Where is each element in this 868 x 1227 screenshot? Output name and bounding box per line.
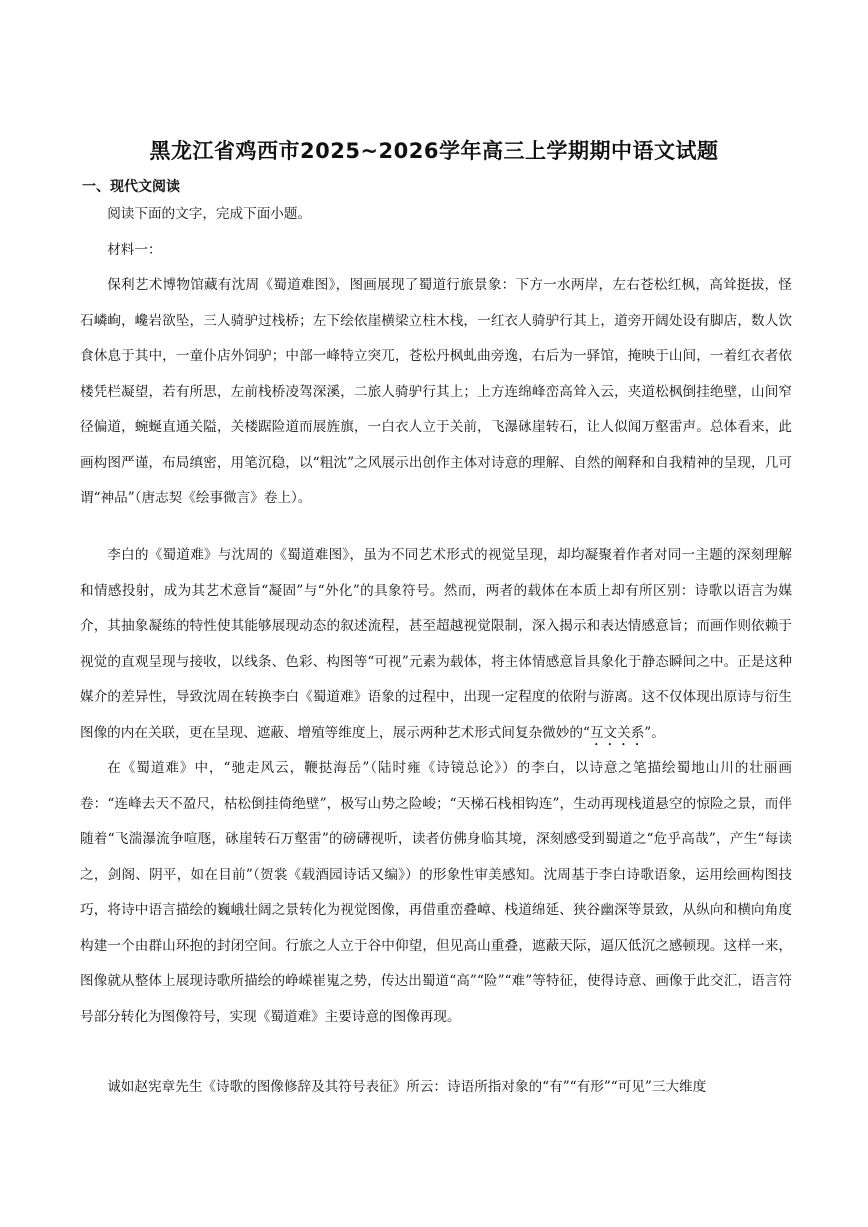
paragraph-2-text-after: ”。 xyxy=(644,724,665,741)
paragraph-2 xyxy=(80,538,792,751)
section-heading: 一、现代文阅读 xyxy=(82,179,180,195)
exam-title: 黑龙江省鸡西市2025~2026学年高三上学期期中语文试题 xyxy=(149,139,719,163)
paragraph-1: 保利艺术博物馆藏有沈周《蜀道难图》，图画展现了蜀道行旅景象：下方一水两岸，左右苍松红枫，高耸挺拔，怪石嶙峋，巉岩欲坠，三人骑驴过栈桥；左下绘依崖横梁立柱木栈，一红衣人骑驴行其上，道旁开阔处设有脚店，数人饮食休息于其中，一童仆店外饲驴；中部一峰特立突兀，苍松丹枫虬曲旁逸，右后为一驿馆，掩映于山间，一着红衣者依楼凭栏凝望，若有所思，左前栈桥凌驾深溪，二旅人骑驴行其上；上方连绵峰峦高耸入云，夹道松枫倒挂绝壁，山间窄径偏道，蜿蜒直通关隘，关楼踞险道而展旌旗，一白衣人立于关前，飞瀑砯崖转石，让人似闻万壑雷声。总体看来，此画构图严谨，布局缜密，用笔沉稳，以“粗沈”之风展示出创作主体对诗意的理解、自然的阐释和自我精神的呈现，几可谓“神品”（唐志契《绘事微言》卷上）。 xyxy=(80,277,792,506)
emphasized-term: 互文关系 xyxy=(589,724,645,741)
material-label: 材料一： xyxy=(107,242,162,258)
paragraph-2-text-before: 李白的《蜀道难》与沈周的《蜀道难图》，虽为不同艺术形式的视觉呈现，却均凝聚着作者对同一主题的深刻理解和情感投射，成为其艺术意旨“凝固”与“外化”的具象符号。然而，两者的载体在本质上却有所区别：诗歌以语言为媒介，其抽象凝练的特性使其能够展现动态的叙述流程，甚至超越视觉限制，深入揭示和表达情感意旨；而画作则依赖于视觉的直观呈现与接收，以线条、色彩、构图等“可视”元素为载体，将主体情感意旨具象化于静态瞬间之中。正是这种媒介的差异性，导致沈周在转换李白《蜀道难》语象的过程中，出现一定程度的依附与游离。这不仅体现出原诗与衍生图像的内在关联，更在呈现、遮蔽、增殖等维度上，展示两种艺术形式间复杂微妙的“ xyxy=(80,547,792,741)
paragraph-3: 在《蜀道难》中，“驰走风云，鞭挞海岳”（陆时雍《诗镜总论》）的李白，以诗意之笔描绘蜀地山川的壮丽画卷：“连峰去天不盈尺，枯松倒挂倚绝壁”，极写山势之险峻；“天梯石栈相钩连”，生动再现栈道悬空的惊险之景，而伴随着“飞湍瀑流争喧豗，砯崖转石万壑雷”的磅礴视听，读者仿佛身临其境，深刻感受到蜀道之“危乎高哉”，产生“每读之，剑阁、阴平，如在目前”（贺裳《载酒园诗话又编》）的形象性审美感知。沈周基于李白诗歌语象，运用绘画构图技巧，将诗中语言描绘的巍峨壮阔之景转化为视觉图像，再借重峦叠嶂、栈道绵延、狭谷幽深等景致，从纵向和横向角度构建一个由群山环抱的封闭空间。行旅之人立于谷中仰望，但见高山重叠，遮蔽天际，逼仄低沉之感顿现。这样一来，图像就从整体上展现诗歌所描绘的峥嵘崔嵬之势，传达出蜀道“高”“险”“难”等特征，使得诗意、画像于此交汇，语言符号部分转化为图像符号，实现《蜀道难》主要诗意的图像再现。 xyxy=(80,760,792,1025)
reading-instruction: 阅读下面的文字，完成下面小题。 xyxy=(107,206,312,222)
paragraph-4: 诚如赵宪章先生《诗歌的图像修辞及其符号表征》所云：诗语所指对象的“有”“有形”“可见”三大维度 xyxy=(107,1079,707,1095)
